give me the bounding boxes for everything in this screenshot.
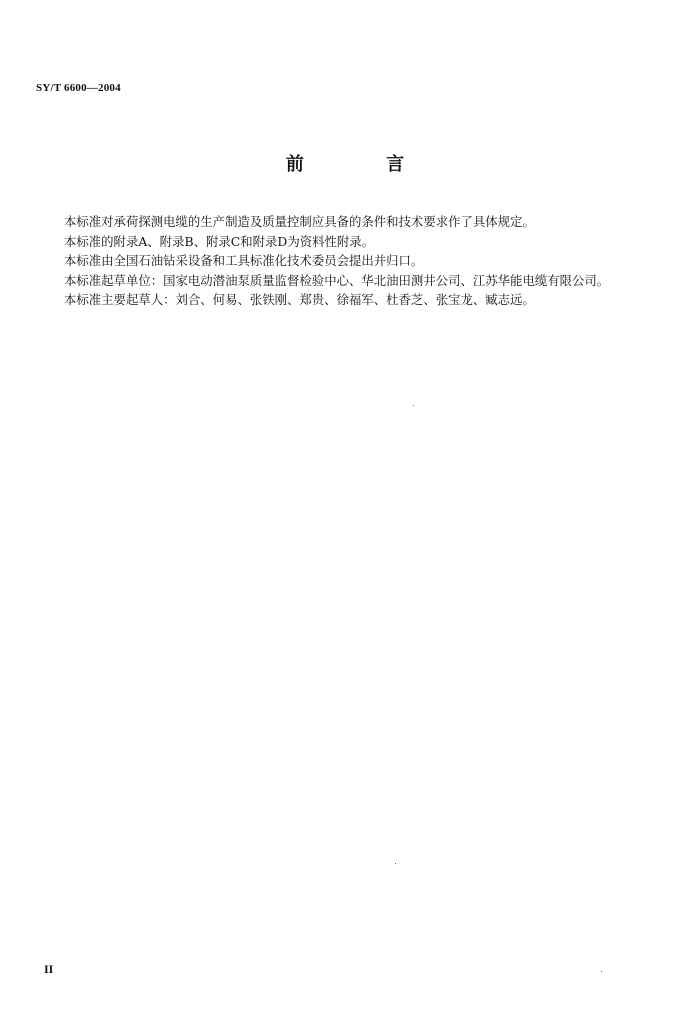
paragraph-annexes: 本标准的附录A、附录B、附录C和附录D为资料性附录。 [64, 233, 375, 249]
paragraph-drafting-units: 本标准起草单位：国家电动潜油泵质量监督检验中心、华北油田测井公司、江苏华能电缆有限公司。 [64, 272, 610, 288]
paragraph-drafters: 本标准主要起草人：刘合、何易、张铁刚、郑贵、徐福军、杜香芝、张宝龙、臧志远。 [64, 292, 535, 307]
scan-speck [601, 971, 602, 972]
section-title: 前 言 [285, 154, 443, 175]
paragraph-proposer: 本标准由全国石油钻采设备和工具标准化技术委员会提出并归口。 [64, 253, 424, 268]
body-text [36, 212, 624, 310]
paragraph-scope: 本标准对承荷探测电缆的生产制造及质量控制应具备的条件和技术要求作了具体规定。 [64, 214, 535, 229]
page-number: II [44, 962, 54, 976]
scan-speck [413, 405, 414, 406]
scan-speck [395, 863, 396, 864]
document-code: SY/T 6600—2004 [36, 82, 121, 94]
